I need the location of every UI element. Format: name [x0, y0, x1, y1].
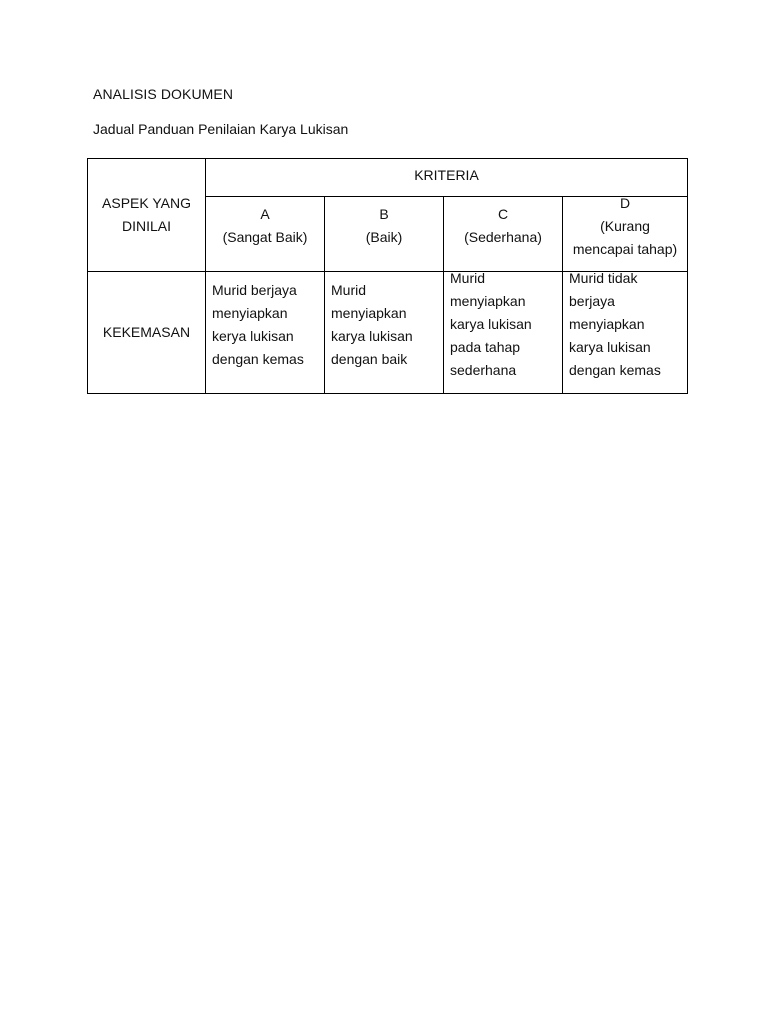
description-cell-d	[563, 272, 688, 394]
description-line: dengan kemas	[212, 351, 304, 367]
description-line: Murid	[450, 270, 486, 286]
level-grade: D	[619, 195, 631, 211]
level-cell-a	[206, 197, 325, 272]
description-line: menyiapkan	[212, 305, 288, 321]
description-line: berjaya	[569, 293, 615, 309]
level-grade: A	[260, 206, 270, 222]
level-label: (Baik)	[365, 229, 403, 245]
assessment-rubric-table	[87, 158, 688, 394]
level-label: (Kurang	[600, 218, 650, 234]
level-label: mencapai tahap)	[572, 241, 678, 257]
level-cell-c	[444, 197, 563, 272]
aspect-header-cell	[88, 159, 206, 272]
description-line: Murid berjaya	[212, 282, 297, 298]
description-line: menyiapkan	[450, 293, 526, 309]
aspect-header-line: ASPEK YANG	[102, 195, 191, 211]
level-grade: B	[379, 206, 389, 222]
level-cell-d	[563, 197, 688, 272]
level-cell-b	[325, 197, 444, 272]
description-line: menyiapkan	[331, 305, 407, 321]
table-row	[88, 272, 688, 394]
description-line: kerya lukisan	[212, 328, 294, 344]
aspect-header-line: DINILAI	[121, 218, 171, 234]
description-line: Murid	[331, 282, 367, 298]
description-line: karya lukisan	[331, 328, 413, 344]
description-line: sederhana	[450, 362, 517, 378]
description-line: karya lukisan	[450, 316, 532, 332]
description-line: dengan baik	[331, 351, 408, 367]
description-cell-a	[206, 272, 325, 394]
description-line: menyiapkan	[569, 316, 645, 332]
description-cell-b	[325, 272, 444, 394]
aspect-cell: KEKEMASAN	[88, 272, 206, 394]
description-line: pada tahap	[450, 339, 521, 355]
description-line: Murid tidak	[569, 270, 638, 286]
level-grade: C	[497, 206, 509, 222]
level-label: (Sangat Baik)	[222, 229, 308, 245]
table-header-row	[88, 159, 688, 197]
description-line: dengan kemas	[569, 362, 661, 378]
description-cell-c	[444, 272, 563, 394]
document-title: ANALISIS DOKUMEN	[93, 86, 234, 102]
description-line: karya lukisan	[569, 339, 651, 355]
document-subtitle: Jadual Panduan Penilaian Karya Lukisan	[93, 121, 349, 137]
criteria-header-cell: KRITERIA	[206, 159, 688, 197]
level-label: (Sederhana)	[464, 229, 542, 245]
